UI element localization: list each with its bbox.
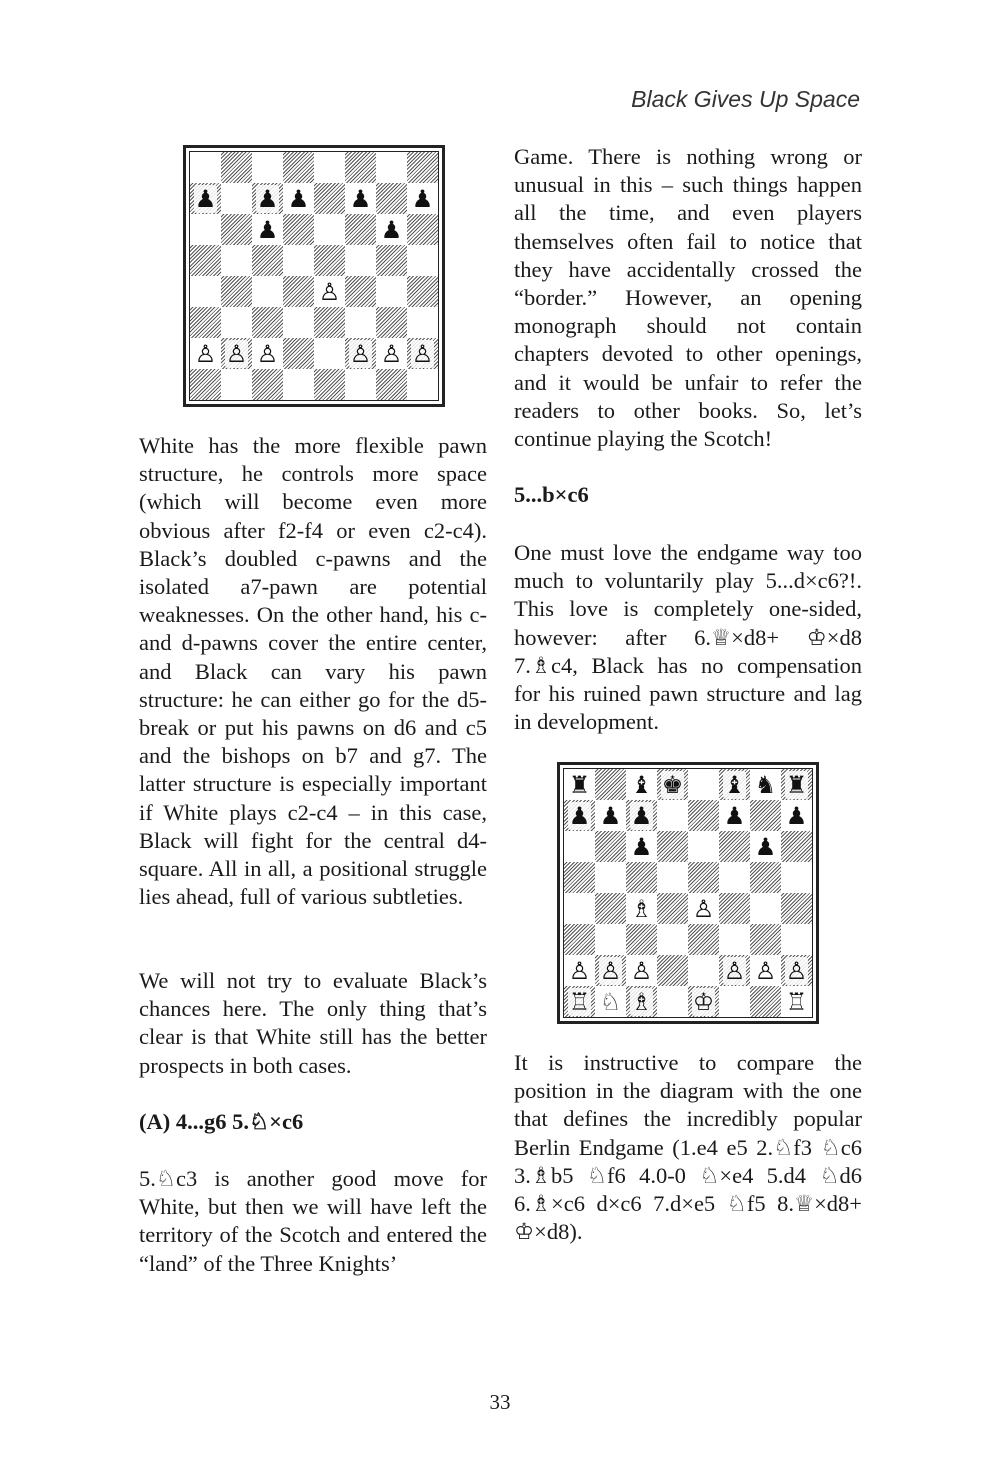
chess-board-grid xyxy=(189,151,439,401)
board-square xyxy=(407,338,438,369)
board-square xyxy=(221,276,252,307)
chess-piece-icon: ♟ xyxy=(785,801,808,830)
board-square xyxy=(283,369,314,400)
board-square xyxy=(407,369,438,400)
move-heading: 5...b×c6 xyxy=(514,482,589,507)
board-square xyxy=(283,245,314,276)
board-square xyxy=(376,183,407,214)
board-square xyxy=(345,276,376,307)
board-square xyxy=(221,214,252,245)
chess-piece-icon: ♞ xyxy=(754,770,777,799)
board-square xyxy=(719,862,750,893)
board-square xyxy=(564,955,595,986)
board-square xyxy=(407,245,438,276)
chess-piece-icon: ♙ xyxy=(692,894,715,923)
running-head: Black Gives Up Space xyxy=(631,86,860,112)
chess-piece-icon: ♜ xyxy=(785,770,808,799)
board-square xyxy=(345,369,376,400)
board-square xyxy=(750,893,781,924)
chess-piece-icon: ♙ xyxy=(349,339,372,368)
board-square xyxy=(283,152,314,183)
board-square xyxy=(283,214,314,245)
board-square xyxy=(781,893,812,924)
board-square xyxy=(688,924,719,955)
chess-piece-icon: ♙ xyxy=(568,956,591,985)
board-square xyxy=(750,862,781,893)
board-square xyxy=(314,369,345,400)
board-square xyxy=(781,769,812,800)
board-square xyxy=(252,369,283,400)
paragraph: One must love the endgame way too much to voluntarily play 5...d×c6?!. This love is completely one-sided, however: after 6.♕×d8+ ♔×d8 7.♗c4, Black has no compensation for his ruined pawn structure and lag in development. xyxy=(514,540,862,735)
board-square xyxy=(314,214,345,245)
board-square xyxy=(688,862,719,893)
chess-piece-icon: ♟ xyxy=(568,801,591,830)
move-heading: (A) 4...g6 5.♘×c6 xyxy=(139,1109,304,1134)
chess-piece-icon: ♚ xyxy=(661,770,684,799)
board-square xyxy=(595,893,626,924)
board-square xyxy=(283,307,314,338)
board-square xyxy=(190,214,221,245)
board-square xyxy=(283,338,314,369)
chess-piece-icon: ♙ xyxy=(411,339,434,368)
chess-piece-icon: ♝ xyxy=(630,770,653,799)
board-square xyxy=(345,307,376,338)
chess-piece-icon: ♗ xyxy=(630,987,653,1016)
board-square xyxy=(626,924,657,955)
chess-piece-icon: ♖ xyxy=(568,987,591,1016)
board-square xyxy=(564,862,595,893)
board-square xyxy=(376,152,407,183)
board-square xyxy=(657,986,688,1017)
board-square xyxy=(221,307,252,338)
board-square xyxy=(221,183,252,214)
board-square xyxy=(657,769,688,800)
chess-piece-icon: ♟ xyxy=(754,832,777,861)
chess-piece-icon: ♙ xyxy=(194,339,217,368)
paragraph: It is instructive to compare the position in the diagram with the one that defines the incredibly popular Berlin Endgame (1.e4 e5 2.♘f3 ♘c6 3.♗b5 ♘f6 4.0-0 ♘×e4 5.d4 ♘d6 6.♗×c6 d×c6 7.d×e5 ♘f5 8.♕×d8+ ♔×d8). xyxy=(514,1050,862,1245)
board-square xyxy=(252,245,283,276)
board-square xyxy=(688,831,719,862)
chess-diagram-2 xyxy=(557,762,819,1024)
board-square xyxy=(314,183,345,214)
board-square xyxy=(595,769,626,800)
board-square xyxy=(750,924,781,955)
board-square xyxy=(564,924,595,955)
board-square xyxy=(719,955,750,986)
chess-piece-icon: ♜ xyxy=(568,770,591,799)
board-square xyxy=(750,955,781,986)
chess-piece-icon: ♙ xyxy=(318,277,341,306)
board-square xyxy=(564,893,595,924)
chess-piece-icon: ♟ xyxy=(599,801,622,830)
board-square xyxy=(626,986,657,1017)
board-square xyxy=(252,276,283,307)
chess-piece-icon: ♙ xyxy=(723,956,746,985)
board-square xyxy=(345,214,376,245)
board-square xyxy=(376,338,407,369)
board-square xyxy=(190,183,221,214)
chess-piece-icon: ♙ xyxy=(754,956,777,985)
chess-piece-icon: ♟ xyxy=(256,215,279,244)
board-square xyxy=(190,276,221,307)
board-square xyxy=(190,338,221,369)
chess-piece-icon: ♘ xyxy=(599,987,622,1016)
board-square xyxy=(252,214,283,245)
board-square xyxy=(626,769,657,800)
board-square xyxy=(221,338,252,369)
chess-piece-icon: ♟ xyxy=(411,184,434,213)
board-square xyxy=(376,369,407,400)
board-square xyxy=(376,307,407,338)
board-square xyxy=(314,338,345,369)
board-square xyxy=(657,800,688,831)
chess-piece-icon: ♙ xyxy=(256,339,279,368)
board-square xyxy=(781,924,812,955)
chess-piece-icon: ♟ xyxy=(287,184,310,213)
board-square xyxy=(345,152,376,183)
chess-piece-icon: ♟ xyxy=(380,215,403,244)
board-square xyxy=(221,152,252,183)
board-square xyxy=(345,338,376,369)
board-square xyxy=(564,986,595,1017)
board-square xyxy=(314,152,345,183)
chess-piece-icon: ♝ xyxy=(723,770,746,799)
board-square xyxy=(564,800,595,831)
board-square xyxy=(657,893,688,924)
board-square xyxy=(314,307,345,338)
board-square xyxy=(595,862,626,893)
board-square xyxy=(781,831,812,862)
paragraph: We will not try to evaluate Black’s chances here. The only thing that’s clear is that White still has the better prospects in both cases. xyxy=(139,968,487,1078)
board-square xyxy=(719,769,750,800)
board-square xyxy=(190,307,221,338)
chess-piece-icon: ♙ xyxy=(785,956,808,985)
board-square xyxy=(688,986,719,1017)
chess-piece-icon: ♟ xyxy=(194,184,217,213)
board-square xyxy=(657,955,688,986)
board-square xyxy=(657,862,688,893)
board-square xyxy=(407,183,438,214)
board-square xyxy=(750,831,781,862)
chess-piece-icon: ♙ xyxy=(380,339,403,368)
board-square xyxy=(595,800,626,831)
board-square xyxy=(252,152,283,183)
paragraph: White has the more flexible pawn structure, he controls more space (which will become even more obvious after f2-f4 or even c2-c4). Black’s doubled c-pawns and the isolated a7-pawn are potential weaknesses. On the other hand, his c- and d-pawns cover the entire center, and Black can vary his pawn structure: he can either go for the d5-break or put his pawns on d6 and c5 and the bishops on b7 and g7. The latter structure is especially important if White plays c2-c4 – in this case, Black will fight for the central d4-square. All in all, a positional struggle lies ahead, full of various subtleties. xyxy=(139,433,487,910)
board-square xyxy=(407,152,438,183)
chess-piece-icon: ♟ xyxy=(630,832,653,861)
board-square xyxy=(719,986,750,1017)
board-square xyxy=(657,924,688,955)
board-square xyxy=(626,862,657,893)
chess-piece-icon: ♙ xyxy=(599,956,622,985)
board-square xyxy=(719,831,750,862)
board-square xyxy=(595,831,626,862)
board-square xyxy=(719,924,750,955)
board-square xyxy=(781,986,812,1017)
board-square xyxy=(221,369,252,400)
board-square xyxy=(657,831,688,862)
board-square xyxy=(781,955,812,986)
board-square xyxy=(190,152,221,183)
board-square xyxy=(688,769,719,800)
board-square xyxy=(595,955,626,986)
chess-piece-icon: ♟ xyxy=(256,184,279,213)
board-square xyxy=(376,245,407,276)
board-square xyxy=(252,307,283,338)
board-square xyxy=(564,831,595,862)
board-square xyxy=(626,831,657,862)
board-square xyxy=(595,924,626,955)
board-square xyxy=(376,276,407,307)
board-square xyxy=(283,183,314,214)
board-square xyxy=(345,245,376,276)
board-square xyxy=(688,893,719,924)
board-square xyxy=(252,338,283,369)
board-square xyxy=(688,800,719,831)
chess-piece-icon: ♙ xyxy=(630,956,653,985)
board-square xyxy=(564,769,595,800)
board-square xyxy=(750,800,781,831)
board-square xyxy=(781,800,812,831)
board-square xyxy=(626,893,657,924)
board-square xyxy=(407,276,438,307)
chess-diagram-1 xyxy=(183,145,445,407)
board-square xyxy=(688,955,719,986)
page-number: 33 xyxy=(489,1390,511,1414)
board-square xyxy=(626,955,657,986)
chess-piece-icon: ♟ xyxy=(349,184,372,213)
chess-piece-icon: ♗ xyxy=(630,894,653,923)
board-square xyxy=(750,769,781,800)
board-square xyxy=(781,862,812,893)
board-square xyxy=(407,307,438,338)
chess-piece-icon: ♟ xyxy=(723,801,746,830)
board-square xyxy=(314,276,345,307)
paragraph: Game. There is nothing wrong or unusual in this – such things happen all the time, and even players themselves often fail to notice that they have accidentally crossed the “border.” However, an opening monograph should not contain chapters devoted to other openings, and it would be unfair to refer the readers to other books. So, let’s continue playing the Scotch! xyxy=(514,144,862,452)
chess-piece-icon: ♟ xyxy=(630,801,653,830)
board-square xyxy=(190,369,221,400)
board-square xyxy=(595,986,626,1017)
chess-piece-icon: ♙ xyxy=(225,339,248,368)
board-square xyxy=(407,214,438,245)
board-square xyxy=(719,800,750,831)
board-square xyxy=(626,800,657,831)
chess-board-grid xyxy=(563,768,813,1018)
chess-piece-icon: ♖ xyxy=(785,987,808,1016)
chess-piece-icon: ♔ xyxy=(692,987,715,1016)
board-square xyxy=(345,183,376,214)
board-square xyxy=(221,245,252,276)
board-square xyxy=(252,183,283,214)
board-square xyxy=(190,245,221,276)
board-square xyxy=(314,245,345,276)
board-square xyxy=(750,986,781,1017)
paragraph: 5.♘c3 is another good move for White, but then we will have left the territory of the Scotch and entered the “land” of the Three Knights’ xyxy=(139,1166,487,1276)
board-square xyxy=(283,276,314,307)
board-square xyxy=(376,214,407,245)
board-square xyxy=(719,893,750,924)
